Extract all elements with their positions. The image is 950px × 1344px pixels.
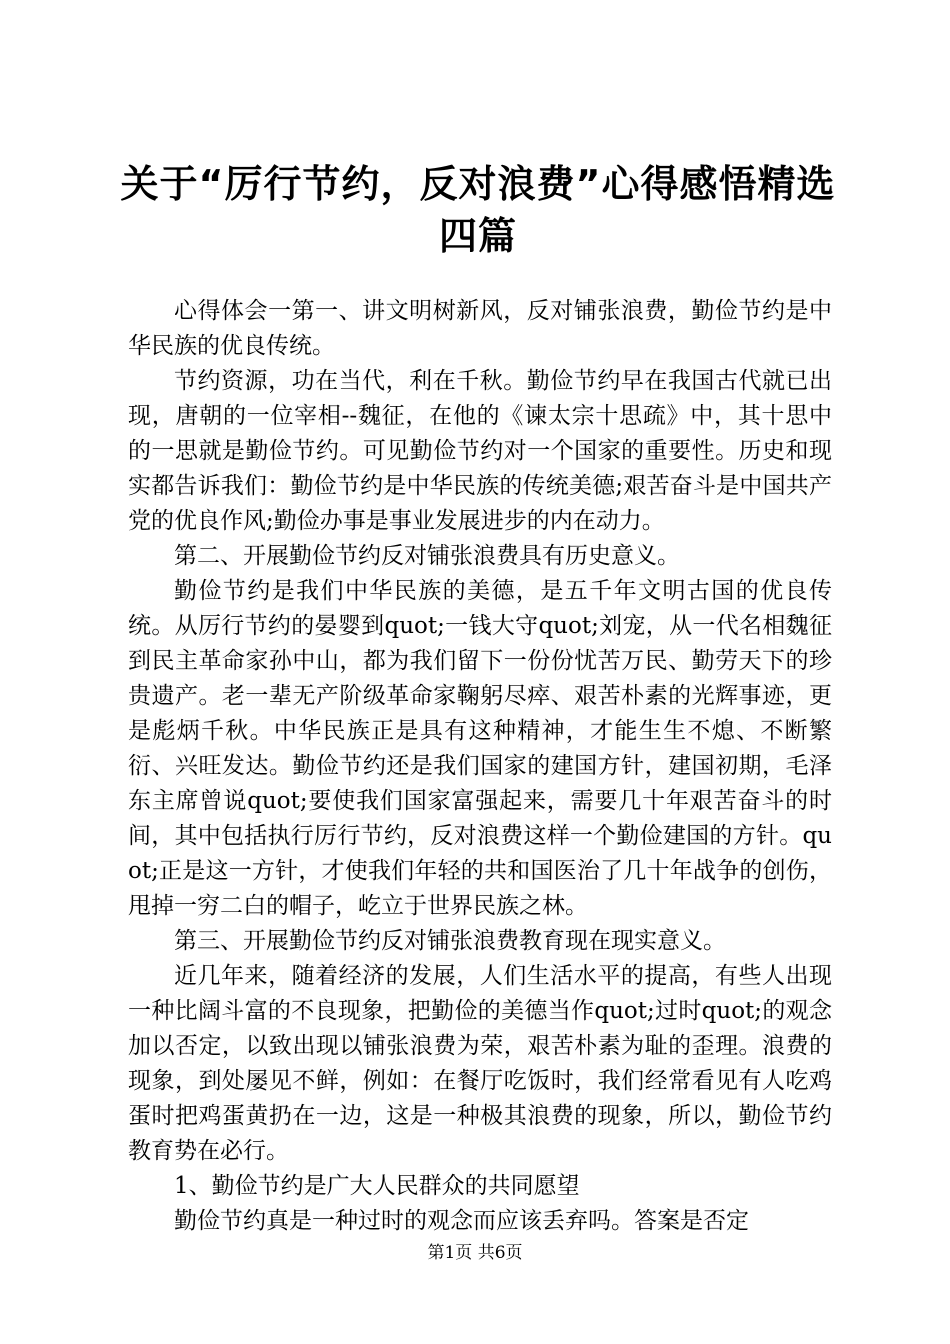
paragraph-6: 近几年来，随着经济的发展，人们生活水平的提高，有些人出现一种比阔斗富的不良现象，把勤俭的美德当作quot;过时quot;的观念加以否定，以致出现以铺张浪费为荣，艰苦朴素为耻的歪理。浪费的现象，到处屡见不鲜，例如：在餐厅吃饭时，我们经常看见有人吃鸡蛋时把鸡蛋黄扔在一边，这是一种极其浪费的现象，所以，勤俭节约教育势在必行。	[128, 963, 832, 1164]
paragraph-2: 节约资源，功在当代，利在千秋。勤俭节约早在我国古代就已出现，唐朝的一位宰相--魏征，在他的《谏太宗十思疏》中，其十思中的一思就是勤俭节约。可见勤俭节约对一个国家的重要性。历史和现实都告诉我们：勤俭节约是中华民族的传统美德;艰苦奋斗是中国共产党的优良作风;勤俭办事是事业发展进步的内在动力。	[128, 368, 832, 534]
paragraph-5: 第三、开展勤俭节约反对铺张浪费教育现在现实意义。	[174, 928, 726, 954]
paragraph-8: 勤俭节约真是一种过时的观念而应该丢弃吗。答案是否定	[174, 1208, 749, 1234]
page-footer: 第1页 共6页	[427, 1243, 523, 1263]
paragraph-3: 第二、开展勤俭节约反对铺张浪费具有历史意义。	[174, 543, 680, 569]
paragraph-4: 勤俭节约是我们中华民族的美德，是五千年文明古国的优良传统。从厉行节约的晏婴到quot;一钱大守quot;刘宠，从一代名相魏征到民主革命家孙中山，都为我们留下一份份忧苦万民、勤劳天下的珍贵遗产。老一辈无产阶级革命家鞠躬尽瘁、艰苦朴素的光辉事迹，更是彪炳千秋。中华民族正是具有这种精神，才能生生不熄、不断繁衍、兴旺发达。勤俭节约还是我们国家的建国方针，建国初期，毛泽东主席曾说quot;要使我们国家富强起来，需要几十年艰苦奋斗的时间，其中包括执行厉行节约，反对浪费这样一个勤俭建国的方针。quot;正是这一方针，才使我们年轻的共和国医治了几十年战争的创伤，甩掉一穷二白的帽子，屹立于世界民族之林。	[128, 578, 832, 919]
document-title: 关于“厉行节约，反对浪费”心得感悟精选四篇	[120, 162, 836, 258]
document-body	[128, 294, 832, 1239]
paragraph-1: 心得体会一第一、讲文明树新风，反对铺张浪费，勤俭节约是中华民族的优良传统。	[128, 298, 832, 359]
paragraph-7: 1、勤俭节约是广大人民群众的共同愿望	[174, 1173, 580, 1199]
